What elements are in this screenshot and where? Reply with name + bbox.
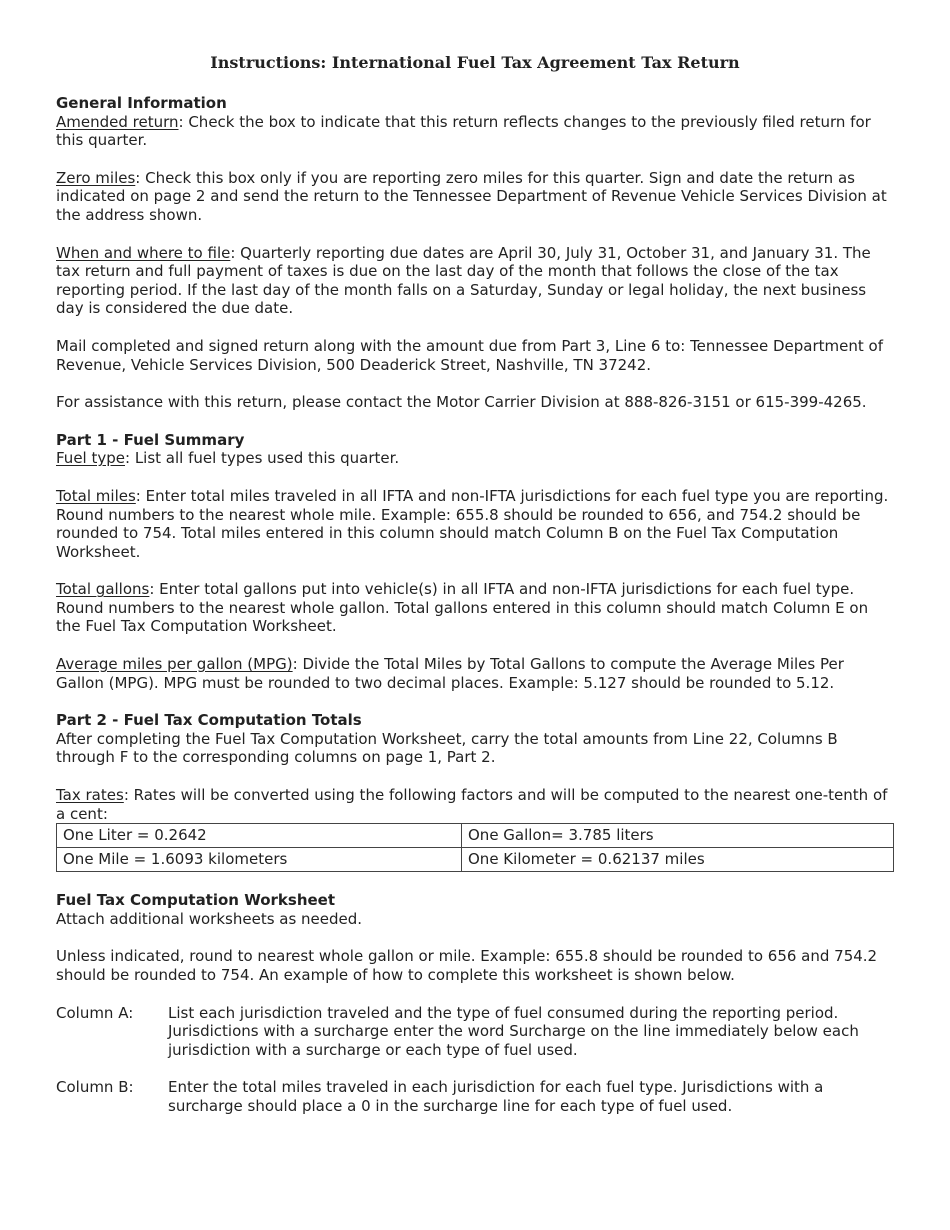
zero-miles-term: Zero miles: [56, 168, 136, 187]
column-a-label: Column A:: [56, 1003, 134, 1022]
mail-paragraph: Mail completed and signed return along with the amount due from Part 3, Line 6 to: Tennessee Department of Revenue, Vehicle Services Division, 500 Deaderick Street, Nashville, TN 37242.: [56, 336, 884, 374]
tax-rates-text: : Rates will be converted using the following factors and will be computed to the nearest one-tenth of a cent:: [56, 786, 888, 823]
page-title: Instructions: International Fuel Tax Agreement Tax Return: [210, 53, 740, 72]
fuel-type-term: Fuel type: [56, 449, 125, 468]
table-cell: One Liter = 0.2642: [57, 824, 462, 848]
total-miles-term: Total miles: [56, 486, 136, 505]
assistance-paragraph: For assistance with this return, please contact the Motor Carrier Division at 888-826-3151 or 615-399-4265.: [56, 393, 867, 412]
attach-paragraph: Attach additional worksheets as needed.: [56, 909, 363, 928]
zero-miles-text: : Check this box only if you are reporting zero miles for this quarter. Sign and date the return as indicated on page 2 and send the return to the Tennessee Department of Revenue Vehicle Services Division at the address shown.: [56, 168, 887, 224]
tax-rates-term: Tax rates: [56, 786, 124, 805]
column-b-instruction: [56, 1078, 894, 1115]
total-gallons-text: : Enter total gallons put into vehicle(s) in all IFTA and non-IFTA jurisdictions for each fuel type. Round numbers to the nearest whole gallon. Total gallons entered in this column should match Column E on the Fuel Tax Computation Worksheet.: [56, 580, 869, 636]
worksheet-heading: Fuel Tax Computation Worksheet: [56, 891, 336, 910]
total-gallons-paragraph: [56, 580, 894, 636]
mpg-text: : Divide the Total Miles by Total Gallons to compute the Average Miles Per Gallon (MPG). MPG must be rounded to two decimal places. Example: 5.127 should be rounded to 5.12.: [56, 655, 844, 692]
mpg-paragraph: [56, 655, 894, 692]
column-a-instruction: [56, 1004, 894, 1060]
column-b-text: Enter the total miles traveled in each jurisdiction for each fuel type. Jurisdictions with a surcharge should place a 0 in the surcharge line for each type of fuel used.: [168, 1078, 824, 1115]
total-miles-paragraph: [56, 487, 894, 561]
conversion-factors-table: [56, 823, 894, 872]
rounding-paragraph: Unless indicated, round to nearest whole gallon or mile. Example: 655.8 should be rounded to 656 and 754.2 should be rounded to 754. An example of how to complete this worksheet is shown below.: [56, 947, 878, 984]
table-row: [57, 824, 894, 848]
table-cell: One Gallon= 3.785 liters: [462, 824, 894, 848]
part2-heading: Part 2 - Fuel Tax Computation Totals: [56, 711, 362, 730]
general-information-heading: General Information: [56, 94, 227, 112]
column-a-text: List each jurisdiction traveled and the type of fuel consumed during the reporting period. Jurisdictions with a surcharge enter the word Surcharge on the line immediately below each jurisdiction with a surcharge or each type of fuel used.: [168, 1003, 859, 1059]
mpg-term: Average miles per gallon (MPG): [56, 655, 293, 674]
part1-heading: Part 1 - Fuel Summary: [56, 430, 245, 449]
when-where-paragraph: [56, 244, 894, 318]
when-where-term: When and where to file: [56, 243, 231, 262]
when-where-text: : Quarterly reporting due dates are April 30, July 31, October 31, and January 31. The tax return and full payment of taxes is due on the last day of the month that follows the close of the tax reporting period. If the last day of the month falls on a Saturday, Sunday or legal holiday, the next business day is considered the due date.: [56, 243, 871, 318]
amended-return-paragraph: [56, 113, 894, 150]
amended-return-text: : Check the box to indicate that this return reflects changes to the previously filed return for this quarter.: [56, 112, 871, 150]
zero-miles-paragraph: [56, 169, 894, 225]
total-miles-text: : Enter total miles traveled in all IFTA and non-IFTA jurisdictions for each fuel type you are reporting. Round numbers to the nearest whole mile. Example: 655.8 should be rounded to 656, and 754.2 should be rounded to 754. Total miles entered in this column should match Column B on the Fuel Tax Computation Worksheet.: [56, 486, 889, 561]
table-cell: One Mile = 1.6093 kilometers: [57, 848, 462, 872]
table-cell: One Kilometer = 0.62137 miles: [462, 848, 894, 872]
column-b-label: Column B:: [56, 1078, 134, 1097]
fuel-type-paragraph: [56, 449, 894, 468]
amended-return-term: Amended return: [56, 112, 179, 131]
tax-rates-paragraph: [56, 786, 894, 823]
table-row: [57, 848, 894, 872]
part2-intro-paragraph: After completing the Fuel Tax Computation Worksheet, carry the total amounts from Line 22, Columns B through F to the corresponding columns on page 1, Part 2.: [56, 729, 838, 767]
total-gallons-term: Total gallons: [56, 580, 150, 599]
fuel-type-text: : List all fuel types used this quarter.: [125, 449, 400, 468]
